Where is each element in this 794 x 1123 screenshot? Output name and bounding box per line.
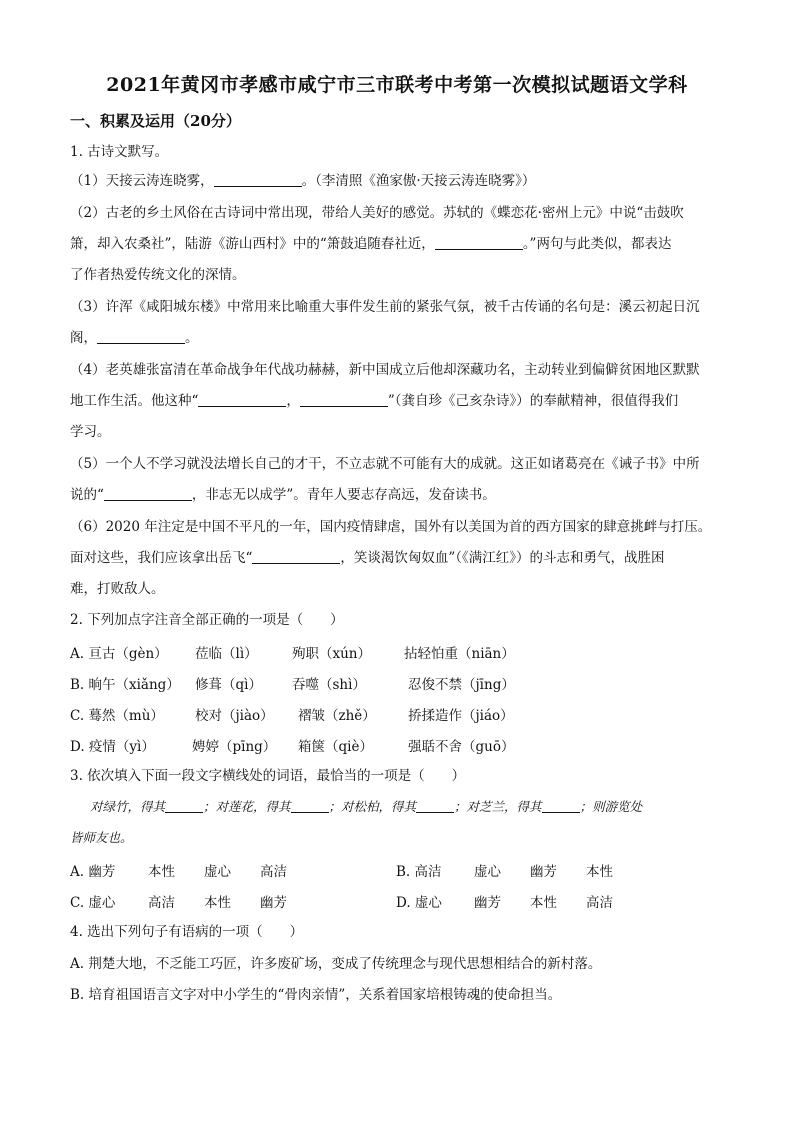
q3-passage-line-1	[90, 797, 740, 817]
q1-item-6-text-b: ，笑谈渴饮匈奴血”（《满江红》）的斗志和勇气，战胜困	[340, 550, 665, 566]
q1-item-3-text-b: 。	[185, 330, 199, 346]
q2-option-d[interactable]	[70, 735, 514, 755]
q1-item-6-line-3: 难，打败敌人。	[70, 581, 165, 597]
question-2-stem: 2. 下列加点字注音全部正确的一项是（ ）	[70, 612, 344, 628]
answer-blank[interactable]	[416, 798, 454, 813]
q1-item-5-text-b: ，非志无以成学”。青年人要志存高远，发奋读书。	[191, 487, 496, 503]
q3-d-word-1: D. 虚心	[396, 895, 442, 911]
q1-item-2-line-3: 了作者热爱传统文化的深情。	[70, 267, 246, 283]
q1-item-6-line-1: （6）2020 年注定是中国不平凡的一年，国内疫情肆虐，国外有以美国为首的西方国家的肆意挑衅与打压。	[70, 519, 712, 535]
q2-b-word-2: 修葺（qì）	[195, 677, 262, 693]
q2-a-word-3: 殉职（xún）	[292, 646, 372, 662]
q3-b-word-3: 幽芳	[530, 864, 557, 880]
q3-a-word-3: 虚心	[204, 864, 231, 880]
q3-c-word-4: 幽芳	[260, 895, 287, 911]
q3-a-word-2: 本性	[148, 864, 175, 880]
q3-passage-part-4: ；对芝兰，得其	[454, 799, 542, 814]
q4-option-b[interactable]: B. 培育祖国语言文字对中小学生的“骨肉亲情”，关系着国家培根铸魂的使命担当。	[70, 987, 562, 1003]
q3-c-word-1: C. 虚心	[70, 895, 116, 911]
page-title: 2021年黄冈市孝感市咸宁市三市联考中考第一次模拟试题语文学科	[106, 74, 688, 96]
q1-item-6-text-a: 面对这些，我们应该拿出岳飞“	[70, 550, 253, 566]
q1-item-5-line-1: （5）一个人不学习就没法增长自己的才干，不立志就不可能有大的成就。这正如诸葛亮在《诫子书》中所	[70, 456, 700, 472]
q1-item-4-text-b: ，	[286, 393, 300, 409]
q1-item-1	[70, 171, 730, 191]
q2-option-c[interactable]	[70, 704, 514, 724]
q2-c-word-3: 褶皱（zhě）	[298, 708, 376, 724]
q2-option-a[interactable]	[70, 642, 515, 662]
q3-c-word-2: 高洁	[148, 895, 175, 911]
q3-passage-line-2: 皆师友也。	[70, 830, 133, 845]
q3-option-a[interactable]	[70, 860, 287, 880]
q2-c-word-4: 挢揉造作（jiáo）	[408, 708, 514, 724]
q3-option-c[interactable]	[70, 891, 287, 911]
q1-item-3-text-a: 阁，	[70, 330, 97, 346]
q1-item-1-text-a: （1）天接云涛连晓雾，	[70, 173, 214, 189]
q2-b-word-3: 吞噬（shì）	[292, 677, 366, 693]
answer-blank[interactable]	[252, 549, 340, 564]
answer-blank[interactable]	[165, 798, 203, 813]
q1-item-4-text-a: 地工作生活。他这种“	[70, 393, 199, 409]
q3-option-d[interactable]	[396, 891, 613, 911]
q2-c-word-1: C. 蓦然（mù）	[70, 708, 164, 724]
q1-item-3-line-1: （3）许浑《咸阳城东楼》中常用来比喻重大事件发生前的紧张气氛，被千古传诵的名句是：溪云初起日沉	[70, 299, 700, 315]
q3-a-word-4: 高洁	[260, 864, 287, 880]
q2-a-word-4: 拈轻怕重（niān）	[404, 646, 515, 662]
answer-blank[interactable]	[300, 392, 388, 407]
q2-d-word-3: 箱箧（qiè）	[298, 739, 373, 755]
q3-b-word-4: 本性	[586, 864, 613, 880]
q3-passage-part-2: ；对莲花，得其	[203, 799, 291, 814]
q1-item-5-text-a: 说的“	[70, 487, 104, 503]
answer-blank[interactable]	[435, 235, 523, 250]
q3-c-word-3: 本性	[204, 895, 231, 911]
q1-item-2-text-b: 。”两句与此类似，都表达	[522, 236, 672, 252]
q2-a-word-1: A. 亘古（gèn）	[70, 646, 168, 662]
q1-item-1-text-b: 。（李清照《渔家傲·天接云涛连晓雾》）	[301, 173, 536, 189]
answer-blank[interactable]	[542, 798, 580, 813]
q2-d-word-1: D. 疫情（yì）	[70, 739, 155, 755]
question-1-stem: 1. 古诗文默写。	[70, 144, 169, 160]
q3-a-word-1: A. 幽芳	[70, 864, 116, 880]
q2-b-word-4: 忍俊不禁（jīng）	[408, 677, 515, 693]
answer-blank[interactable]	[214, 172, 302, 187]
q2-d-word-4: 强聒不舍（guō）	[408, 739, 515, 755]
q2-option-b[interactable]	[70, 673, 515, 693]
q1-item-4-line-3: 学习。	[70, 424, 111, 440]
q2-c-word-2: 校对（jiào）	[195, 708, 274, 724]
q2-d-word-2: 娉婷（pīng）	[192, 739, 277, 755]
answer-blank[interactable]	[198, 392, 286, 407]
q2-b-word-1: B. 晌午（xiǎng）	[70, 677, 180, 693]
q3-passage-part-5: ；则游览处	[579, 799, 643, 814]
q1-item-4-line-2	[70, 391, 730, 411]
q1-item-3-line-2	[70, 328, 730, 348]
q2-a-word-2: 莅临（lì）	[195, 646, 258, 662]
q1-item-2-line-1: （2）古老的乡土风俗在古诗词中常出现，带给人美好的感觉。苏轼的《蝶恋花·密州上元》中说“击鼓吹	[70, 205, 684, 221]
q3-passage-part-3: ；对松柏，得其	[328, 799, 417, 814]
q3-d-word-2: 幽芳	[474, 895, 501, 911]
q3-d-word-4: 高洁	[586, 895, 613, 911]
q3-b-word-2: 虚心	[474, 864, 501, 880]
question-3-stem: 3. 依次填入下面一段文字横线处的词语，最恰当的一项是（ ）	[70, 768, 466, 784]
q1-item-4-text-c: ”（龚自珍《己亥杂诗》）的奉献精神，很值得我们	[387, 393, 679, 409]
q1-item-2-line-2	[70, 234, 730, 254]
q1-item-5-line-2	[70, 485, 730, 505]
answer-blank[interactable]	[291, 798, 329, 813]
q3-option-b[interactable]	[396, 860, 613, 880]
q1-item-2-text-a: 箫，却入农桑社”，陆游《游山西村》中的“箫鼓追随春社近，	[70, 236, 435, 252]
question-4-stem: 4. 选出下列句子有语病的一项（ ）	[70, 924, 304, 940]
q1-item-4-line-1: （4）老英雄张富清在革命战争年代战功赫赫，新中国成立后他却深藏功名，主动转业到偏僻贫困地区默默	[70, 362, 700, 378]
q4-option-a[interactable]: A. 荆楚大地，不乏能工巧匠，许多废矿场，变成了传统理念与现代思想相结合的新村落。	[70, 956, 602, 972]
q3-passage-part-1: 对绿竹，得其	[90, 799, 166, 814]
section-heading: 一、积累及运用（20分）	[70, 112, 241, 130]
q3-b-word-1: B. 高洁	[396, 864, 442, 880]
q1-item-6-line-2	[70, 548, 730, 568]
answer-blank[interactable]	[104, 486, 192, 501]
answer-blank[interactable]	[97, 329, 185, 344]
q3-d-word-3: 本性	[530, 895, 557, 911]
